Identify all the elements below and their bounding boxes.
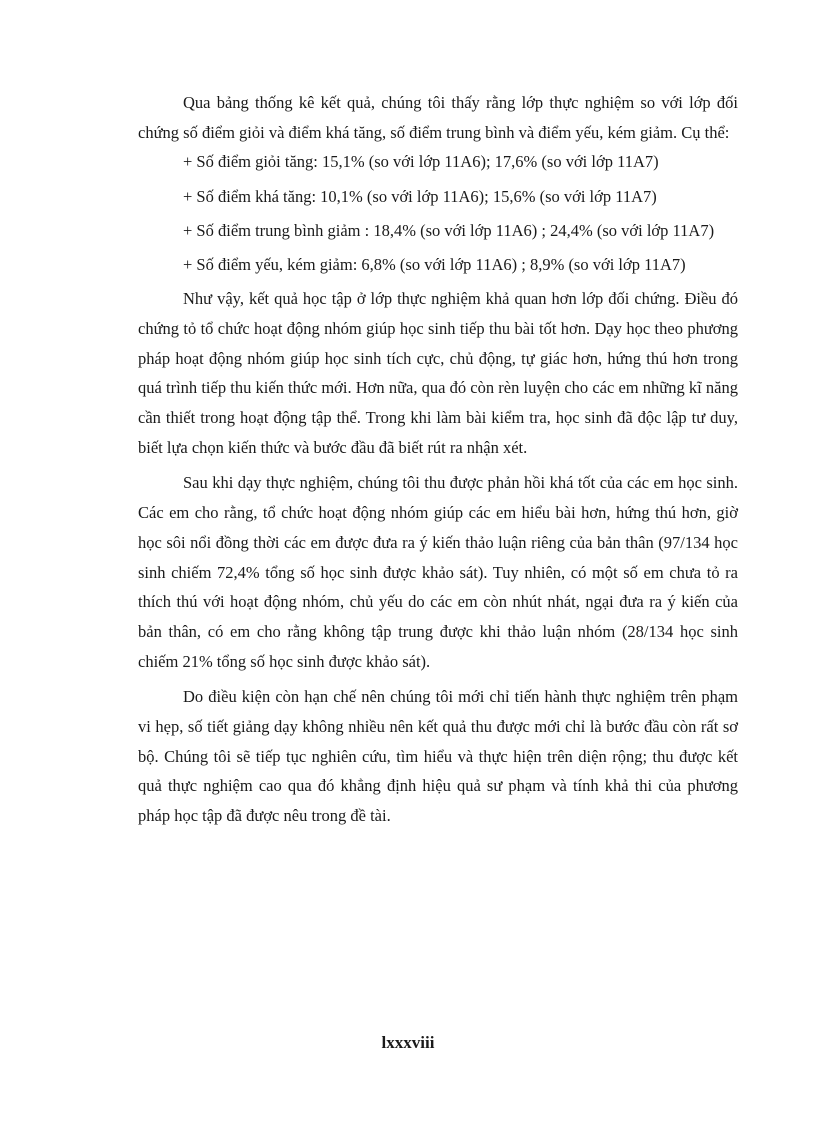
stat-line-average: + Số điểm trung bình giảm : 18,4% (so với lớp 11A6) ; 24,4% (so với lớp 11A7) <box>183 220 715 240</box>
body-text <box>138 88 738 831</box>
stat-line-fair: + Số điểm khá tăng: 10,1% (so với lớp 11A6); 15,6% (so với lớp 11A7) <box>183 186 657 206</box>
feedback-paragraph: Sau khi dạy thực nghiệm, chúng tôi thu được phản hồi khá tốt của các em học sinh. Các em cho rằng, tổ chức hoạt động nhóm giúp các em hiểu bài hơn, hứng thú hơn, giờ học sôi nổi đồng thời các em được đưa ra ý kiến thảo luận riêng của bản thân (97/134 học sinh chiếm 72,4% tổng số học sinh được khảo sát). Tuy nhiên, có một số em chưa tỏ ra thích thú với hoạt động nhóm, chủ yếu do các em còn nhút nhát, ngại đưa ra ý kiến của bản thân, có em cho rằng không tập trung được khi thảo luận nhóm (28/134 học sinh chiếm 21% tổng số học sinh được khảo sát). <box>138 473 738 671</box>
conclusion-paragraph: Do điều kiện còn hạn chế nên chúng tôi mới chỉ tiến hành thực nghiệm trên phạm vi hẹp, số tiết giảng dạy không nhiều nên kết quả thu được mới chỉ là bước đầu còn rất sơ bộ. Chúng tôi sẽ tiếp tục nghiên cứu, tìm hiểu và thực hiện trên diện rộng; thu được kết quả thực nghiệm cao qua đó khẳng định hiệu quả sư phạm và tính khả thi của phương pháp học tập đã được nêu trong đề tài. <box>138 687 738 826</box>
intro-paragraph: Qua bảng thống kê kết quả, chúng tôi thấy rằng lớp thực nghiệm so với lớp đối chứng số điểm giỏi và điểm khá tăng, số điểm trung bình và điểm yếu, kém giảm. Cụ thể: <box>138 93 738 142</box>
stat-line-good: + Số điểm giỏi tăng: 15,1% (so với lớp 11A6); 17,6% (so với lớp 11A7) <box>183 152 659 172</box>
results-paragraph: Như vậy, kết quả học tập ở lớp thực nghiệm khả quan hơn lớp đối chứng. Điều đó chứng tỏ tổ chức hoạt động nhóm giúp học sinh tiếp thu bài tốt hơn. Dạy học theo phương pháp hoạt động nhóm giúp học sinh tích cực, chủ động, tự giác hơn, hứng thú hơn trong quá trình tiếp thu kiến thức mới. Hơn nữa, qua đó còn rèn luyện cho các em những kĩ năng cần thiết trong hoạt động tập thể. Trong khi làm bài kiểm tra, học sinh đã độc lập tư duy, biết lựa chọn kiến thức và bước đầu đã biết rút ra nhận xét. <box>138 289 738 457</box>
page-number: lxxxviii <box>381 1033 435 1052</box>
stat-line-weak: + Số điểm yếu, kém giảm: 6,8% (so với lớp 11A6) ; 8,9% (so với lớp 11A7) <box>183 255 686 275</box>
